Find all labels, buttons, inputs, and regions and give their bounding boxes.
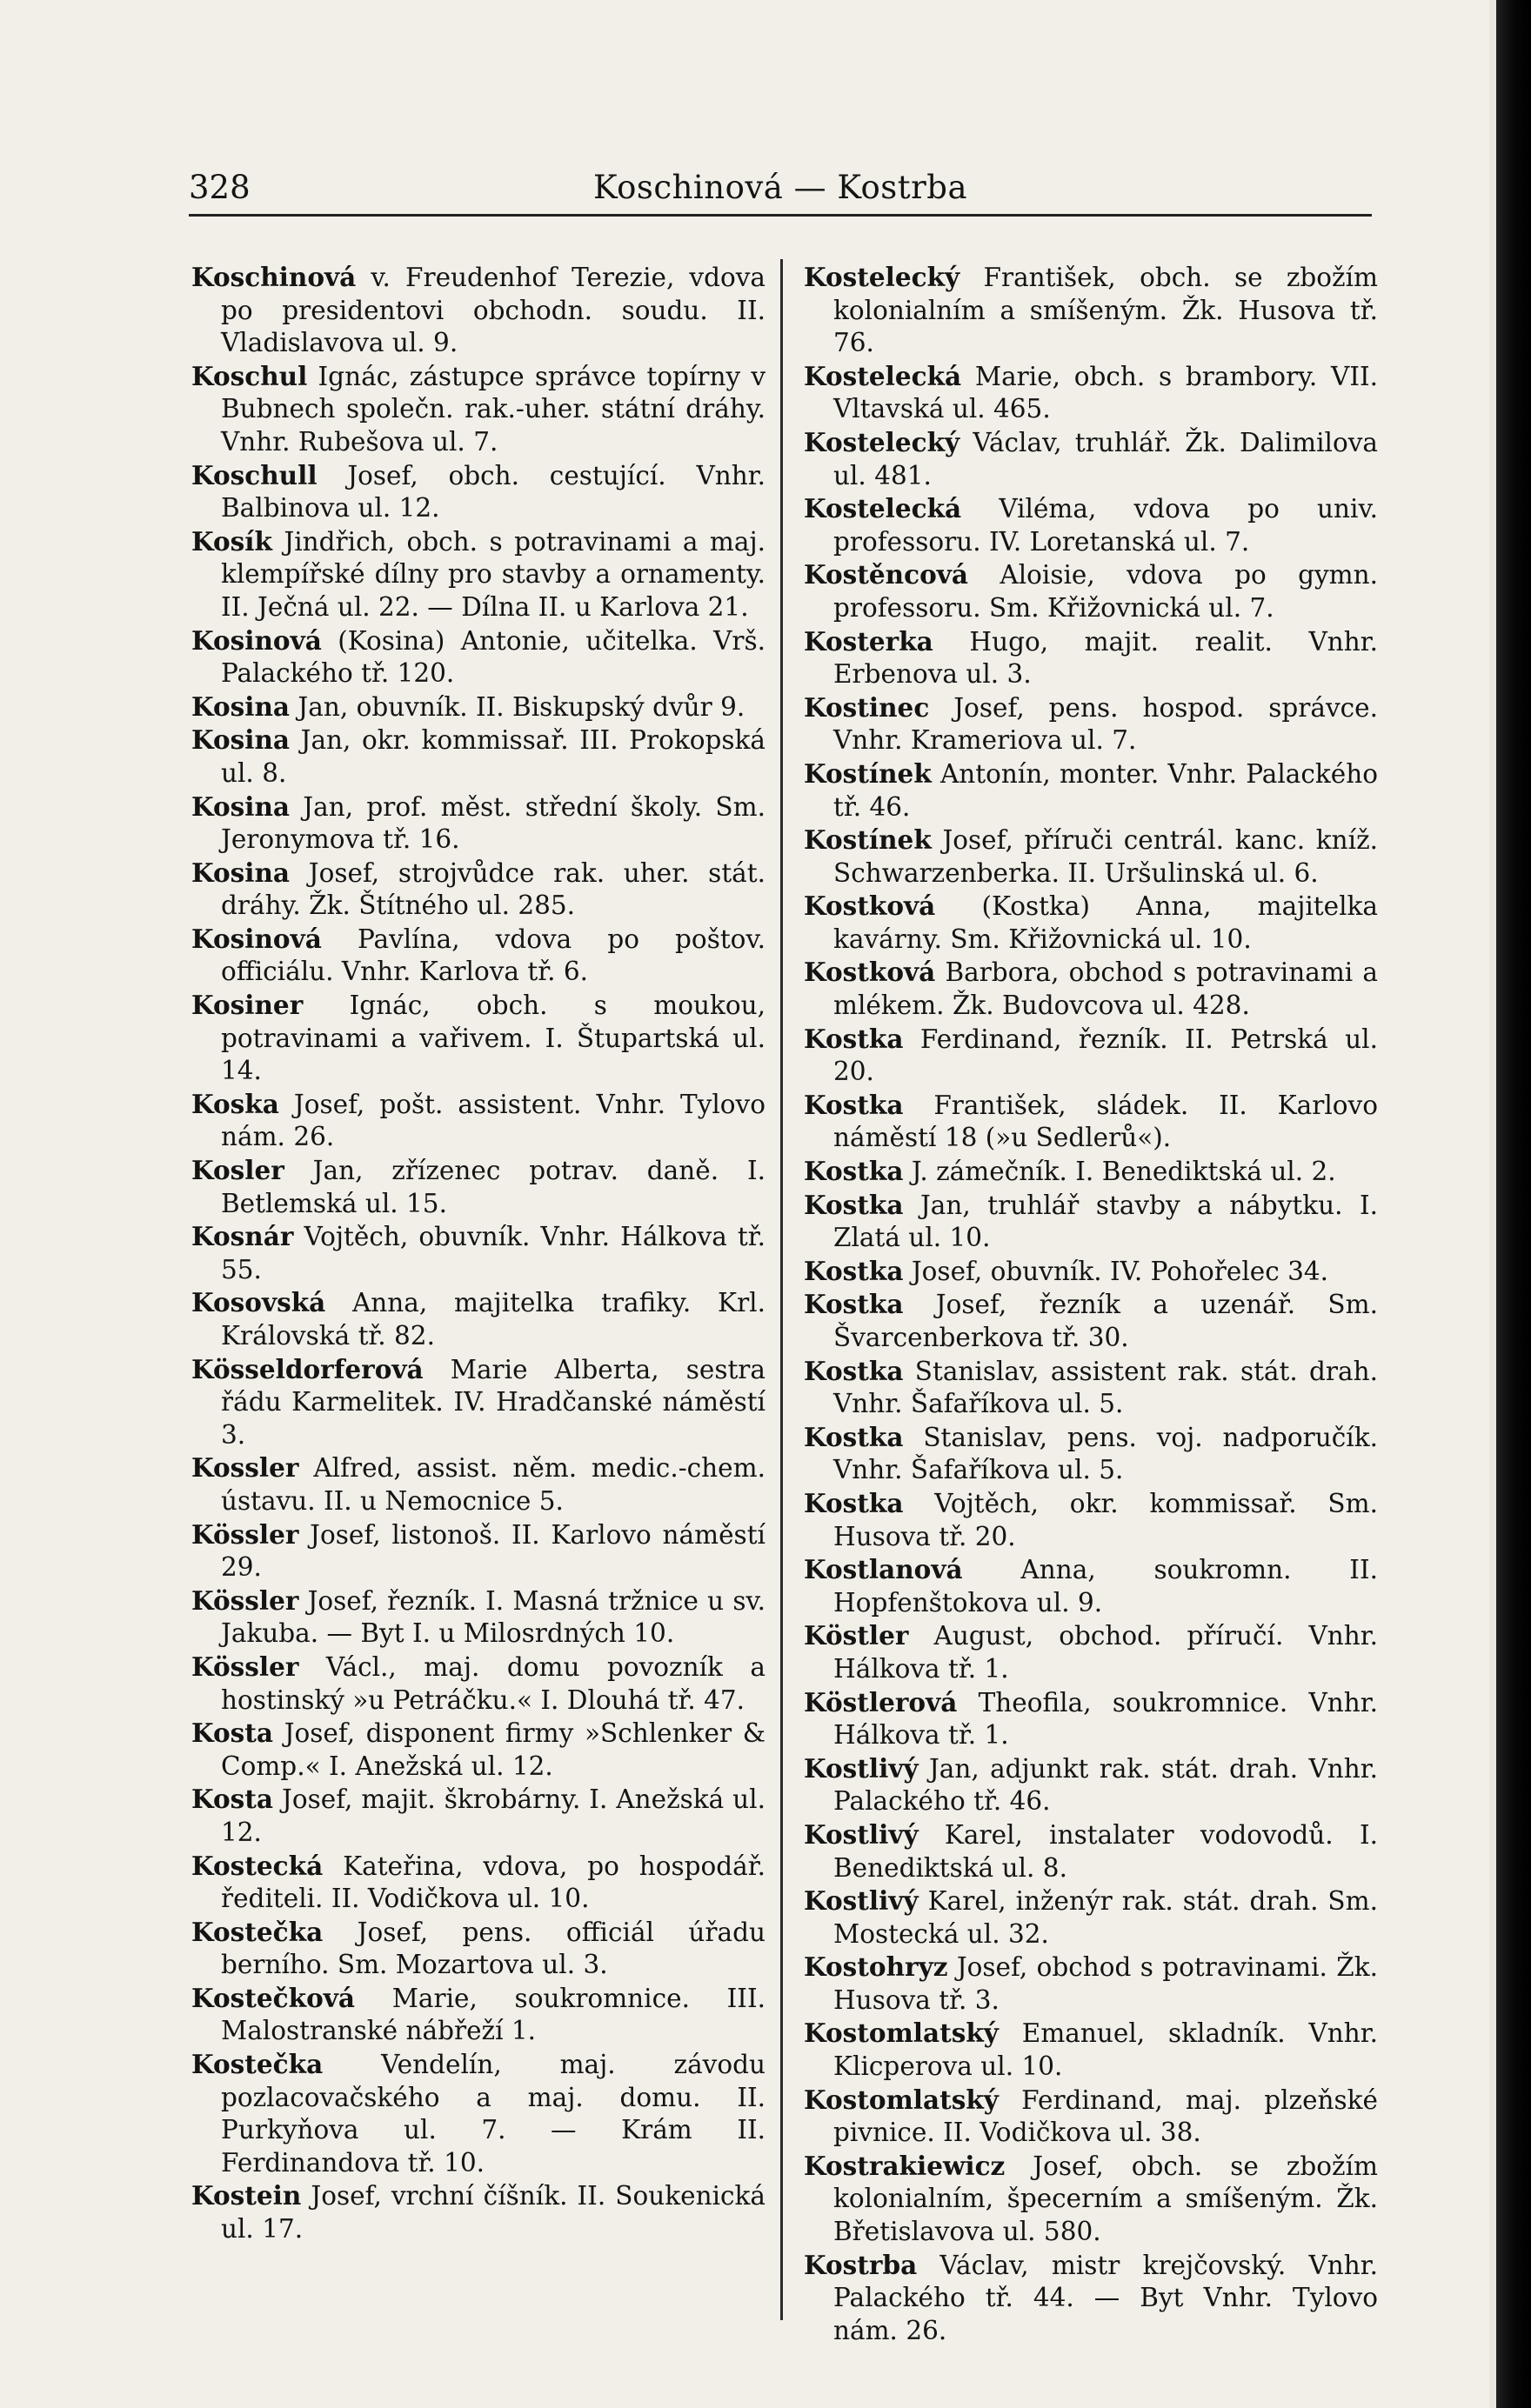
entry-surname: Kostlivý	[804, 1885, 919, 1917]
directory-entry	[191, 1451, 766, 1518]
page-header	[189, 163, 1372, 207]
directory-entry	[191, 1088, 766, 1154]
entry-details: Ignác, zástupce správce topírny v Bubnech společn. rak.-uher. státní dráhy. Vnhr. Rubešova ul. 7.	[221, 361, 766, 457]
directory-entry	[804, 956, 1378, 1022]
directory-entry	[804, 1487, 1378, 1553]
entry-surname: Kosiner	[191, 990, 304, 1021]
entry-surname: Kostomlatský	[804, 2018, 999, 2049]
entry-details: Kateřina, vdova, po hospodář. řediteli. II. Vodičkova ul. 10.	[221, 1851, 766, 1914]
entry-details: Jindřich, obch. s potravinami a maj. klempířské dílny pro stavby a ornamenty. II. Ječná ul. 22. — Dílna II. u Karlova 21.	[221, 526, 766, 622]
entry-details: Jan, okr. kommissař. III. Prokopská ul. 8.	[221, 725, 766, 788]
entry-surname: Kostka	[804, 1355, 904, 1386]
entry-details: Josef, pens. officiál úřadu berního. Sm. Mozartova ul. 3.	[221, 1917, 766, 1980]
directory-entry	[804, 824, 1378, 890]
entry-surname: Kösseldorferová	[191, 1353, 424, 1384]
directory-entry	[804, 426, 1378, 492]
directory-entry	[804, 1884, 1378, 1951]
entry-details: Josef, pens. hospod. správce. Vnhr. Krameriova ul. 7.	[833, 692, 1378, 756]
directory-entry	[191, 1286, 766, 1352]
directory-entry	[191, 1982, 766, 2048]
entry-details: Ferdinand, řezník. II. Petrská ul. 20.	[833, 1024, 1378, 1087]
directory-entry	[804, 2150, 1378, 2249]
entry-details: v. Freudenhof Terezie, vdova po presidentovi obchodn. soudu. II. Vladislavova ul. 9.	[221, 263, 766, 358]
directory-entry	[804, 2017, 1378, 2083]
directory-entry	[191, 525, 766, 624]
directory-entry	[191, 261, 766, 360]
header-rule	[189, 214, 1372, 217]
directory-entry	[804, 1818, 1378, 1884]
entry-surname: Kostinec	[804, 691, 930, 723]
entry-details: Anna, majitelka trafiky. Krl. Královská tř. 82.	[221, 1288, 766, 1351]
entry-surname: Kosterka	[804, 625, 933, 657]
entry-details: J. zámečník. I. Benediktská ul. 2.	[903, 1157, 1336, 1187]
directory-entry	[191, 360, 766, 459]
entry-surname: Kostrakiewicz	[804, 2150, 1006, 2181]
entry-details: Karel, inženýr rak. stát. drah. Sm. Mostecká ul. 32.	[833, 1886, 1378, 1949]
directory-entry	[804, 360, 1378, 426]
entry-surname: Kosovská	[191, 1287, 326, 1318]
directory-entry	[191, 1154, 766, 1220]
entry-surname: Kössler	[191, 1584, 299, 1616]
entry-details: Theofila, soukromnice. Vnhr. Hálkova tř. 1.	[833, 1687, 1378, 1751]
entry-surname: Kostohryz	[804, 1951, 948, 1983]
entry-surname: Kosinová	[191, 624, 322, 656]
entry-details: František, obch. se zbožím kolonialním a smíšeným. Žk. Husova tř. 76.	[833, 263, 1378, 358]
entry-surname: Kosina	[191, 724, 291, 756]
directory-entry	[191, 989, 766, 1088]
directory-entry	[191, 1220, 766, 1286]
entry-details: Marie, soukromnice. III. Malostranské nábřeží 1.	[221, 1983, 766, 2046]
entry-surname: Kostková	[804, 957, 936, 988]
entry-surname: Kostka	[804, 1421, 904, 1452]
entry-details: Josef, obchod s potravinami. Žk. Husova tř. 3.	[833, 1952, 1378, 2015]
entry-surname: Kostelecká	[804, 493, 962, 524]
left-column	[191, 261, 766, 2246]
entry-details: František, sládek. II. Karlovo náměstí 18 (»u Sedlerů«).	[833, 1090, 1378, 1153]
entry-details: Jan, prof. měst. střední školy. Sm. Jeronymova tř. 16.	[221, 791, 766, 855]
entry-surname: Kostlanová	[804, 1554, 963, 1585]
entry-details: Josef, obuvník. IV. Pohořelec 34.	[903, 1256, 1329, 1286]
entry-details: Stanislav, pens. voj. nadporučík. Vnhr. Šafaříkova ul. 5.	[833, 1422, 1378, 1485]
entry-details: Ferdinand, maj. plzeňské pivnice. II. Vodičkova ul. 38.	[833, 2084, 1378, 2148]
entry-details: Josef, řezník. I. Masná tržnice u sv. Jakuba. — Byt I. u Milosrdných 10.	[221, 1585, 766, 1649]
entry-details: Vendelín, maj. závodu pozlacovačského a maj. domu. II. Purkyňova ul. 7. — Krám II. Ferdinandova tř. 10.	[221, 2050, 766, 2178]
entry-surname: Kostlivý	[804, 1752, 919, 1784]
directory-entry	[191, 1850, 766, 1916]
entry-details: Josef, disponent firmy »Schlenker & Comp.« I. Anežská ul. 12.	[221, 1718, 766, 1781]
entry-surname: Kostková	[804, 890, 936, 922]
directory-entry	[804, 1951, 1378, 2017]
directory-entry	[804, 261, 1378, 360]
entry-details: Jan, adjunkt rak. stát. drah. Vnhr. Palackého tř. 46.	[833, 1753, 1378, 1817]
directory-entry	[804, 1189, 1378, 1255]
entry-surname: Koschinová	[191, 262, 357, 292]
entry-details: Václav, truhlář. Žk. Dalimilova ul. 481.	[833, 427, 1378, 490]
entry-surname: Kössler	[191, 1518, 299, 1550]
entry-surname: Kosnár	[191, 1221, 294, 1252]
directory-entry	[191, 1717, 766, 1783]
entry-surname: Köstlerová	[804, 1686, 958, 1718]
entry-surname: Kostomlatský	[804, 2084, 999, 2115]
entry-details: (Kosina) Antonie, učitelka. Vrš. Palackého tř. 120.	[221, 625, 766, 689]
entry-surname: Kostecká	[191, 1850, 324, 1881]
entry-surname: Kössler	[191, 1651, 299, 1682]
book-spine-edge	[1489, 0, 1531, 2408]
directory-entry	[804, 1255, 1378, 1289]
entry-details: Viléma, vdova po univ. professoru. IV. Loretanská ul. 7.	[833, 494, 1378, 557]
entry-surname: Kostka	[804, 1289, 904, 1320]
entry-details: Barbora, obchod s potravinami a mlékem. Žk. Budovcova ul. 428.	[833, 957, 1378, 1021]
entry-surname: Koschul	[191, 360, 308, 391]
entry-surname: Kosina	[191, 857, 291, 888]
directory-entry	[804, 1155, 1378, 1189]
entry-details: Josef, řezník a uzenář. Sm. Švarcenberkova tř. 30.	[833, 1290, 1378, 1352]
directory-entry	[804, 691, 1378, 757]
directory-entry	[804, 890, 1378, 956]
running-title: Koschinová — Kostrba	[592, 169, 968, 206]
directory-entry	[804, 1023, 1378, 1089]
entry-details: Josef, strojvůdce rak. uher. stát. dráhy. Žk. Štítného ul. 285.	[221, 857, 766, 921]
entry-details: Emanuel, skladník. Vnhr. Klicperova ul. 10.	[833, 2018, 1378, 2082]
entry-details: Stanislav, assistent rak. stát. drah. Vnhr. Šafaříkova ul. 5.	[833, 1356, 1378, 1419]
directory-entry	[804, 1752, 1378, 1818]
entry-surname: Kostečková	[191, 1982, 356, 2013]
entry-details: Vojtěch, okr. kommissař. Sm. Husova tř. 20.	[833, 1488, 1378, 1551]
entry-details: Anna, soukromn. II. Hopfenštokova ul. 9.	[833, 1555, 1378, 1618]
entry-surname: Kostelecká	[804, 360, 962, 391]
entry-details: Josef, vrchní číšník. II. Soukenická ul. 17.	[221, 2181, 766, 2245]
directory-entry	[191, 923, 766, 989]
directory-entry	[191, 2048, 766, 2179]
entry-surname: Kostka	[804, 1487, 904, 1518]
directory-entry	[804, 1553, 1378, 1619]
right-column	[804, 261, 1378, 2347]
directory-entry	[191, 1916, 766, 1982]
entry-surname: Kosta	[191, 1718, 274, 1749]
column-divider	[780, 259, 783, 2320]
entry-surname: Koska	[191, 1088, 279, 1119]
entry-surname: Kosler	[191, 1155, 284, 1186]
entry-details: Vojtěch, obuvník. Vnhr. Hálkova tř. 55.	[221, 1222, 766, 1284]
entry-surname: Köstler	[804, 1620, 909, 1651]
entry-surname: Kostínek	[804, 824, 932, 856]
entry-surname: Kosina	[191, 690, 291, 722]
directory-entry	[804, 1421, 1378, 1487]
entry-surname: Kostěncová	[804, 559, 969, 590]
directory-entry	[191, 1651, 766, 1717]
directory-entry	[804, 1089, 1378, 1155]
entry-details: Josef, majit. škrobárny. I. Anežská ul. 12.	[221, 1784, 766, 1847]
entry-details: Jan, obuvník. II. Biskupský dvůr 9.	[290, 691, 745, 722]
directory-entry	[191, 2179, 766, 2245]
directory-entry	[804, 1288, 1378, 1354]
entry-details: Václ., maj. domu povozník a hostinský »u Petráčku.« I. Dlouhá tř. 47.	[221, 1651, 766, 1715]
directory-entry	[191, 1584, 766, 1651]
entry-surname: Kostka	[804, 1023, 904, 1054]
entry-details: (Kostka) Anna, majitelka kavárny. Sm. Křižovnická ul. 10.	[833, 891, 1378, 954]
entry-surname: Kostka	[804, 1089, 904, 1120]
entry-surname: Kosinová	[191, 923, 322, 954]
entry-details: Marie Alberta, sestra řádu Karmelitek. IV. Hradčanské náměstí 3.	[221, 1354, 766, 1450]
entry-details: Josef, obch. cestující. Vnhr. Balbinova ul. 12.	[221, 460, 766, 524]
directory-entry	[191, 459, 766, 525]
directory-entry	[804, 1686, 1378, 1752]
entry-details: Josef, obch. se zbožím kolonialním, špecerním a smíšeným. Žk. Břetislavova ul. 580.	[833, 2151, 1378, 2247]
entry-details: Jan, zřízenec potrav. daně. I. Betlemská ul. 15.	[221, 1156, 766, 1218]
entry-details: Pavlína, vdova po poštov. officiálu. Vnhr. Karlova tř. 6.	[221, 924, 766, 987]
entry-surname: Kosta	[191, 1784, 274, 1815]
entry-surname: Kostka	[804, 1156, 904, 1187]
directory-entry	[804, 1619, 1378, 1685]
directory-entry	[191, 690, 766, 724]
entry-details: Josef, listonoš. II. Karlovo náměstí 29.	[221, 1519, 766, 1583]
page-number: 328	[189, 169, 251, 206]
directory-entry	[804, 1355, 1378, 1421]
entry-details: Marie, obch. s brambory. VII. Vltavská ul. 465.	[833, 361, 1378, 424]
entry-surname: Koschull	[191, 459, 318, 490]
directory-entry	[191, 724, 766, 790]
directory-entry	[804, 2084, 1378, 2150]
entry-details: Josef, pošt. assistent. Vnhr. Tylovo nám. 26.	[221, 1089, 766, 1152]
entry-details: Aloisie, vdova po gymn. professoru. Sm. Křižovnická ul. 7.	[833, 560, 1378, 623]
entry-surname: Kostelecký	[804, 262, 960, 292]
directory-entry	[804, 492, 1378, 558]
entry-surname: Kosina	[191, 790, 291, 822]
directory-entry	[191, 624, 766, 690]
directory-entry	[191, 857, 766, 923]
directory-entry	[191, 790, 766, 857]
entry-details: Karel, instalater vodovodů. I. Benediktská ul. 8.	[833, 1819, 1378, 1883]
entry-surname: Kossler	[191, 1452, 299, 1484]
entry-details: Alfred, assist. něm. medic.-chem. ústavu. II. u Nemocnice 5.	[221, 1453, 766, 1516]
entry-surname: Kostlivý	[804, 1818, 919, 1850]
entry-surname: Kostínek	[804, 757, 932, 789]
entry-details: August, obchod. příručí. Vnhr. Hálkova tř. 1.	[833, 1621, 1378, 1684]
entry-details: Hugo, majit. realit. Vnhr. Erbenova ul. 3.	[833, 626, 1378, 690]
entry-surname: Kostečka	[191, 2049, 324, 2080]
entry-details: Václav, mistr krejčovský. Vnhr. Palackého tř. 44. — Byt Vnhr. Tylovo nám. 26.	[833, 2250, 1378, 2345]
directory-entry	[804, 2249, 1378, 2348]
directory-entry	[804, 625, 1378, 691]
directory-entry	[191, 1783, 766, 1849]
entry-surname: Kostka	[804, 1255, 904, 1286]
entry-surname: Kostrba	[804, 2249, 918, 2280]
entry-surname: Kostelecký	[804, 426, 960, 457]
entry-details: Jan, truhlář stavby a nábytku. I. Zlatá ul. 10.	[833, 1190, 1378, 1253]
entry-details: Josef, příruči centrál. kanc. kníž. Schwarzenberka. II. Uršulinská ul. 6.	[833, 825, 1378, 888]
entry-surname: Kostka	[804, 1189, 904, 1220]
entry-details: Antonín, monter. Vnhr. Palackého tř. 46.	[833, 758, 1378, 822]
directory-entry	[804, 757, 1378, 824]
entry-details: Ignác, obch. s moukou, potravinami a vařivem. I. Štupartská ul. 14.	[221, 991, 766, 1086]
directory-entry	[804, 558, 1378, 624]
entry-surname: Kostein	[191, 2180, 302, 2211]
directory-entry	[191, 1353, 766, 1452]
directory-entry	[191, 1518, 766, 1584]
entry-surname: Kosík	[191, 525, 272, 557]
entry-surname: Kostečka	[191, 1916, 324, 1947]
